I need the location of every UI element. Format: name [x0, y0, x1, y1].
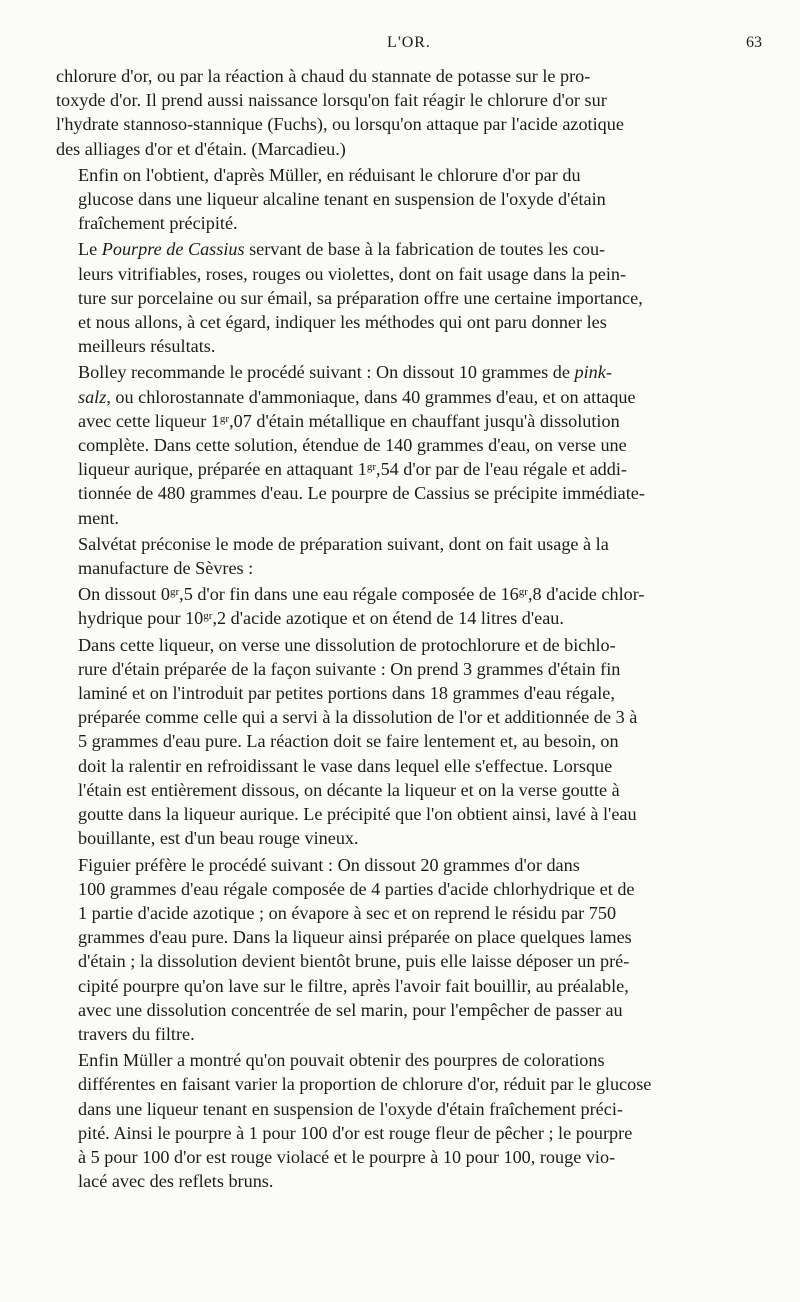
text-line: chlorure d'or, ou par la réaction à chaud du stannate de potasse sur le pro- — [56, 66, 591, 86]
text-run: ,07 d'étain métallique en chauffant jusqu'à dissolution — [229, 410, 620, 431]
italic-term: pink- — [574, 362, 612, 383]
unit-superscript: gr — [169, 586, 180, 599]
running-title: L'OR. — [387, 34, 431, 51]
text-line: des alliages d'or et d'étain. (Marcadieu.) — [56, 138, 346, 159]
text-line — [56, 360, 762, 384]
text-line — [56, 409, 762, 433]
text-line: différentes en faisant varier la proportion de chlorure d'or, réduit par le glucose — [78, 1074, 652, 1095]
text-run: , ou chlorostannate d'ammoniaque, dans 40 grammes d'eau, et on attaque — [106, 386, 636, 407]
paragraph — [56, 237, 762, 358]
text-run: servant de base à la fabrication de toutes les cou- — [244, 239, 606, 260]
text-run: avec cette liqueur 1 — [78, 410, 220, 431]
page-number: 63 — [746, 34, 762, 51]
paragraph — [56, 163, 762, 236]
text-line: travers du filtre. — [78, 1023, 195, 1044]
paragraph — [56, 532, 762, 580]
text-line: rure d'étain préparée de la façon suivante : On prend 3 grammes d'étain fin — [78, 658, 621, 679]
text-line: l'étain est entièrement dissous, on décante la liqueur et on la verse goutte à — [78, 779, 620, 800]
text-line: et nous allons, à cet égard, indiquer les méthodes qui ont paru donner les — [78, 312, 607, 333]
text-line: Figuier préfère le procédé suivant : On dissout 20 grammes d'or dans — [78, 854, 580, 875]
running-head — [56, 34, 762, 56]
text-line: meilleurs résultats. — [78, 336, 216, 357]
text-line: 100 grammes d'eau régale composée de 4 parties d'acide chlorhydrique et de — [78, 878, 635, 899]
text-line: cipité pourpre qu'on lave sur le filtre, après l'avoir fait bouillir, au préalable, — [78, 975, 629, 996]
text-line: Enfin Müller a montré qu'on pouvait obtenir des pourpres de colorations — [78, 1050, 605, 1071]
unit-superscript: gr — [203, 610, 213, 623]
text-run: Le — [78, 239, 102, 260]
italic-term: Pourpre de Cassius — [101, 239, 245, 260]
text-line: à 5 pour 100 d'or est rouge violacé et le pourpre à 10 pour 100, rouge vio- — [78, 1146, 616, 1167]
text-line: complète. Dans cette solution, étendue de 140 grammes d'eau, on verse une — [78, 435, 627, 456]
italic-term: salz — [78, 386, 107, 407]
paragraph — [56, 1048, 762, 1193]
text-line: grammes d'eau pure. Dans la liqueur ainsi préparée on place quelques lames — [78, 927, 632, 948]
text-line — [56, 457, 762, 481]
text-line — [56, 582, 762, 606]
paragraph — [56, 853, 762, 1047]
text-line: avec une dissolution concentrée de sel marin, pour l'empêcher de passer au — [78, 999, 623, 1020]
text-line: fraîchement précipité. — [78, 213, 238, 234]
paragraph — [56, 633, 762, 851]
text-line: 5 grammes d'eau pure. La réaction doit se faire lentement et, au besoin, on — [78, 731, 619, 752]
text-line: Salvétat préconise le mode de préparation suivant, dont on fait usage à la — [78, 533, 609, 554]
text-line: lacé avec des reflets bruns. — [78, 1171, 274, 1192]
text-run: ,5 d'or fin dans une eau régale composée de 16 — [179, 584, 519, 605]
text-line: dans une liqueur tenant en suspension de l'oxyde d'étain fraîchement préci- — [78, 1098, 623, 1119]
text-run: Bolley recommande le procédé suivant : On dissout 10 grammes de — [78, 362, 575, 383]
text-line: 1 partie d'acide azotique ; on évapore à sec et on reprend le résidu par 750 — [78, 902, 617, 923]
text-line: Enfin on l'obtient, d'après Müller, en réduisant le chlorure d'or par du — [78, 164, 581, 185]
unit-superscript: gr — [518, 586, 528, 599]
text-line: d'étain ; la dissolution devient bientôt brune, puis elle laisse déposer un pré- — [78, 951, 630, 972]
text-line — [56, 385, 762, 409]
text-run: hydrique pour 10 — [78, 608, 204, 629]
text-line: glucose dans une liqueur alcaline tenant en suspension de l'oxyde d'étain — [78, 189, 606, 210]
text-line: Dans cette liqueur, on verse une dissolution de protochlorure et de bichlo- — [78, 634, 616, 655]
text-line: l'hydrate stannoso-stannique (Fuchs), ou lorsqu'on attaque par l'acide azotique — [56, 114, 624, 135]
text-run: liqueur aurique, préparée en attaquant 1 — [78, 459, 367, 480]
text-run: ,8 d'acide chlor- — [527, 584, 645, 605]
text-line: bouillante, est d'un beau rouge vineux. — [78, 828, 359, 849]
text-line — [56, 237, 762, 261]
body-text — [56, 64, 762, 1195]
text-line: pité. Ainsi le pourpre à 1 pour 100 d'or est rouge fleur de pêcher ; le pourpre — [78, 1122, 633, 1143]
text-line: ture sur porcelaine ou sur émail, sa préparation offre une certaine importance, — [78, 287, 643, 308]
paragraph — [56, 64, 762, 161]
text-run: ,54 d'or par de l'eau régale et addi- — [376, 459, 627, 480]
text-line: préparée comme celle qui a servi à la dissolution de l'or et additionnée de 3 à — [78, 707, 638, 728]
text-line: doit la ralentir en refroidissant le vase dans lequel elle s'effectue. Lorsque — [78, 755, 613, 776]
text-line: manufacture de Sèvres : — [78, 558, 254, 579]
text-line: tionnée de 480 grammes d'eau. Le pourpre de Cassius se précipite immédiate- — [78, 483, 645, 504]
paragraph — [56, 582, 762, 630]
text-run: ,2 d'acide azotique et on étend de 14 litres d'eau. — [212, 608, 564, 629]
text-line: toxyde d'or. Il prend aussi naissance lorsqu'on fait réagir le chlorure d'or sur — [56, 90, 607, 111]
unit-superscript: gr — [366, 461, 377, 474]
text-run: On dissout 0 — [78, 584, 170, 605]
text-line: ment. — [78, 507, 119, 528]
text-line: leurs vitrifiables, roses, rouges ou violettes, dont on fait usage dans la pein- — [78, 263, 627, 284]
text-line: goutte dans la liqueur aurique. Le précipité que l'on obtient ainsi, lavé à l'eau — [78, 804, 637, 825]
paragraph — [56, 360, 762, 529]
text-line: laminé et on l'introduit par petites portions dans 18 grammes d'eau régale, — [78, 683, 615, 704]
text-line — [56, 606, 762, 630]
unit-superscript: gr — [219, 412, 230, 425]
